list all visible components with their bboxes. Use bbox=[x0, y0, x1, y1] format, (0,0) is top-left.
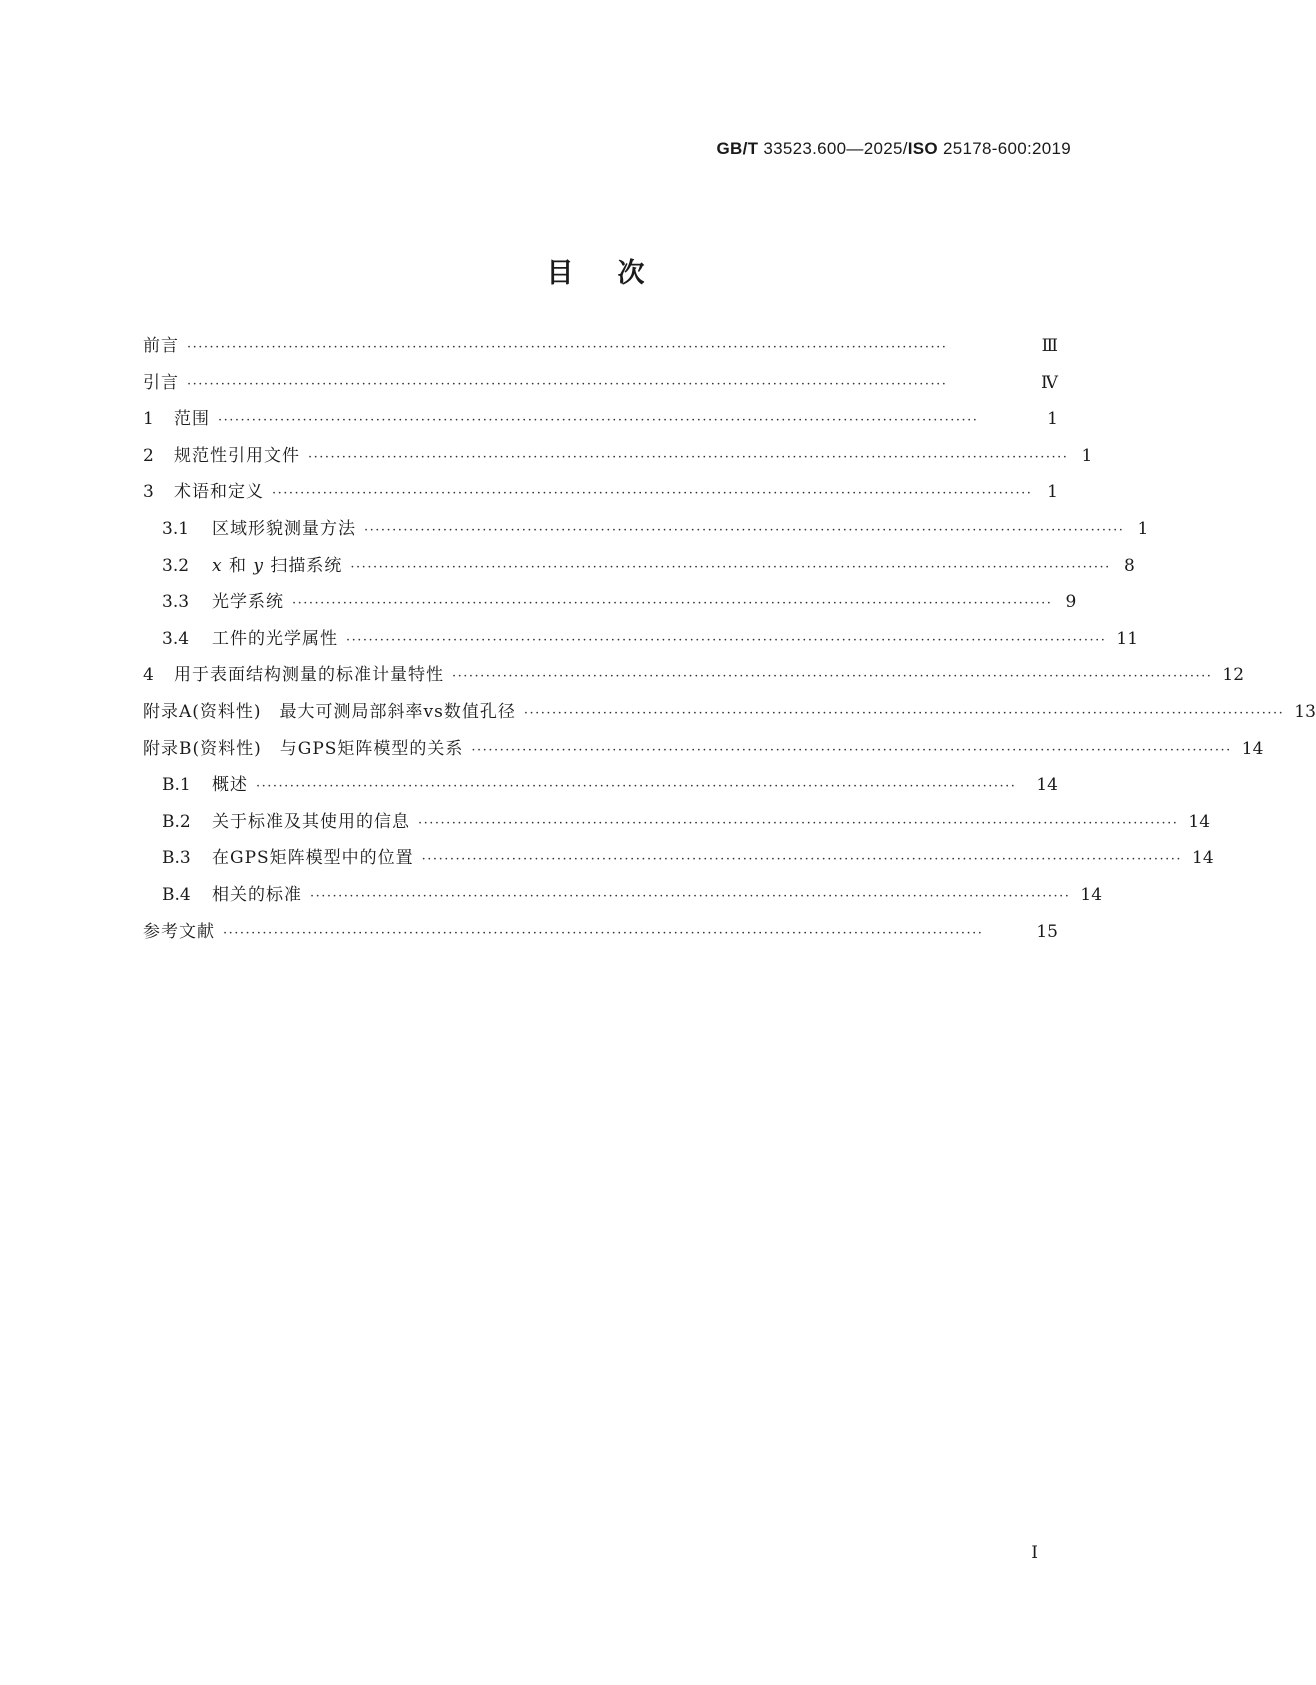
toc-entry-label: 工件的光学属性 bbox=[212, 628, 338, 649]
toc-entry-page: 11 bbox=[1116, 628, 1139, 649]
toc-entry-page: Ⅳ bbox=[1041, 372, 1058, 393]
toc-entry-page: 14 bbox=[1192, 848, 1214, 869]
toc-entry-b-3[interactable] bbox=[143, 848, 1214, 887]
dot-leader: ······································································································································· bbox=[256, 779, 1017, 795]
toc-entry-label bbox=[212, 555, 343, 576]
toc-entry-b-1[interactable] bbox=[143, 777, 1058, 814]
toc-entry-number: 3.2 bbox=[162, 555, 190, 576]
dot-leader: ······································································································································· bbox=[308, 449, 1069, 465]
dot-leader: ······································································································································· bbox=[523, 705, 1285, 721]
toc-entry-number: B.1 bbox=[162, 775, 191, 796]
toc-entry-page: 1 bbox=[1047, 482, 1058, 503]
toc-entry-page: 14 bbox=[1188, 811, 1211, 832]
toc-entry-annex-a[interactable] bbox=[143, 701, 1316, 741]
dot-leader: ······································································································································· bbox=[223, 925, 984, 941]
iso-number: 25178-600:2019 bbox=[937, 139, 1071, 158]
dot-leader: ······································································································································· bbox=[310, 888, 1071, 904]
toc-entry-label: 概述 bbox=[212, 775, 248, 796]
toc-entry-label: 关于标准及其使用的信息 bbox=[212, 811, 410, 832]
toc-entry-b-4[interactable] bbox=[143, 884, 1103, 924]
toc-entry-label: 相关的标准 bbox=[212, 884, 302, 905]
toc-entry-label: 范围 bbox=[174, 409, 210, 430]
dot-leader: ······································································································································· bbox=[452, 669, 1213, 685]
toc-entry-foreword[interactable] bbox=[143, 338, 1058, 375]
dot-leader: ······································································································································· bbox=[418, 815, 1179, 831]
dot-leader: ······································································································································· bbox=[272, 486, 1033, 502]
toc-entry-number: 3.3 bbox=[162, 592, 190, 613]
toc-entry-metrological-characteristics[interactable] bbox=[143, 665, 1245, 704]
toc-entry-page: 1 bbox=[1137, 518, 1149, 539]
dot-leader: ······································································································································· bbox=[292, 596, 1053, 612]
table-of-contents bbox=[143, 336, 1316, 960]
toc-entry-number: B.2 bbox=[162, 811, 191, 832]
toc-entry-number: 3 bbox=[143, 482, 154, 503]
toc-entry-number: 3.4 bbox=[162, 628, 190, 649]
toc-entry-terms-definitions[interactable] bbox=[143, 484, 1058, 521]
toc-entry-page: 14 bbox=[1080, 884, 1103, 905]
toc-entry-b-2[interactable] bbox=[143, 811, 1211, 851]
toc-entry-page: Ⅲ bbox=[1041, 336, 1058, 356]
std-number: 33523.600—2025/ bbox=[758, 139, 908, 158]
toc-entry-label: 术语和定义 bbox=[174, 482, 264, 503]
toc-entry-label: 光学系统 bbox=[212, 592, 284, 613]
toc-entry-page: 12 bbox=[1222, 665, 1245, 686]
standard-number-header bbox=[717, 139, 1072, 159]
dot-leader: ······································································································································· bbox=[218, 413, 979, 429]
toc-entry-page: 9 bbox=[1065, 592, 1077, 613]
toc-entry-label: 附录B(资料性) 与GPS矩阵模型的关系 bbox=[143, 738, 464, 759]
toc-entry-page: 15 bbox=[1036, 921, 1058, 942]
toc-entry-scope[interactable] bbox=[143, 411, 1058, 448]
toc-entry-number: 1 bbox=[143, 409, 154, 430]
std-prefix: GB/T bbox=[716, 139, 759, 158]
toc-entry-bibliography[interactable] bbox=[143, 921, 1058, 961]
toc-entry-label: 规范性引用文件 bbox=[174, 445, 300, 466]
toc-entry-page: 13 bbox=[1294, 701, 1316, 722]
label-mid: 和 bbox=[222, 555, 254, 576]
toc-entry-introduction[interactable] bbox=[143, 372, 1058, 412]
toc-entry-page: 14 bbox=[1036, 775, 1058, 796]
toc-entry-number: B.3 bbox=[162, 848, 191, 869]
toc-entry-label: 前言 bbox=[143, 336, 179, 356]
dot-leader: ······································································································································· bbox=[350, 559, 1111, 575]
toc-entry-label: 参考文献 bbox=[143, 921, 215, 942]
toc-entry-3-4[interactable] bbox=[143, 628, 1139, 668]
dot-leader: ······································································································································· bbox=[364, 522, 1125, 538]
page-number: Ⅰ bbox=[1031, 1543, 1038, 1563]
var-x: x bbox=[212, 555, 223, 576]
toc-entry-number: 2 bbox=[143, 445, 154, 466]
label-rest: 扫描系统 bbox=[264, 555, 343, 576]
toc-entry-3-1[interactable] bbox=[143, 518, 1149, 558]
toc-entry-page: 8 bbox=[1123, 555, 1135, 576]
toc-entry-3-3[interactable] bbox=[143, 592, 1077, 631]
dot-leader: ······································································································································· bbox=[187, 340, 948, 355]
iso-prefix: ISO bbox=[907, 139, 938, 158]
toc-entry-label: 在GPS矩阵模型中的位置 bbox=[212, 848, 414, 869]
dot-leader: ······································································································································· bbox=[471, 742, 1232, 758]
toc-entry-page: 1 bbox=[1081, 445, 1093, 466]
dot-leader: ······································································································································· bbox=[421, 852, 1183, 868]
toc-entry-normative-references[interactable] bbox=[143, 445, 1093, 485]
toc-entry-3-2[interactable] bbox=[143, 555, 1135, 595]
dot-leader: ······································································································································· bbox=[346, 632, 1107, 648]
toc-title: 目次 bbox=[546, 258, 689, 290]
toc-entry-number: 4 bbox=[143, 665, 154, 686]
toc-entry-label: 区域形貌测量方法 bbox=[212, 518, 356, 539]
toc-entry-number: 3.1 bbox=[162, 518, 190, 539]
toc-entry-label: 用于表面结构测量的标准计量特性 bbox=[174, 665, 444, 686]
toc-entry-number: B.4 bbox=[162, 884, 191, 905]
toc-entry-page: 1 bbox=[1047, 409, 1058, 430]
dot-leader: ······································································································································· bbox=[187, 376, 948, 392]
toc-entry-label: 附录A(资料性) 最大可测局部斜率vs数值孔径 bbox=[143, 701, 516, 722]
toc-entry-label: 引言 bbox=[143, 372, 179, 393]
toc-entry-annex-b[interactable] bbox=[143, 738, 1264, 778]
var-y: y bbox=[253, 555, 265, 576]
toc-entry-page: 14 bbox=[1241, 738, 1264, 759]
